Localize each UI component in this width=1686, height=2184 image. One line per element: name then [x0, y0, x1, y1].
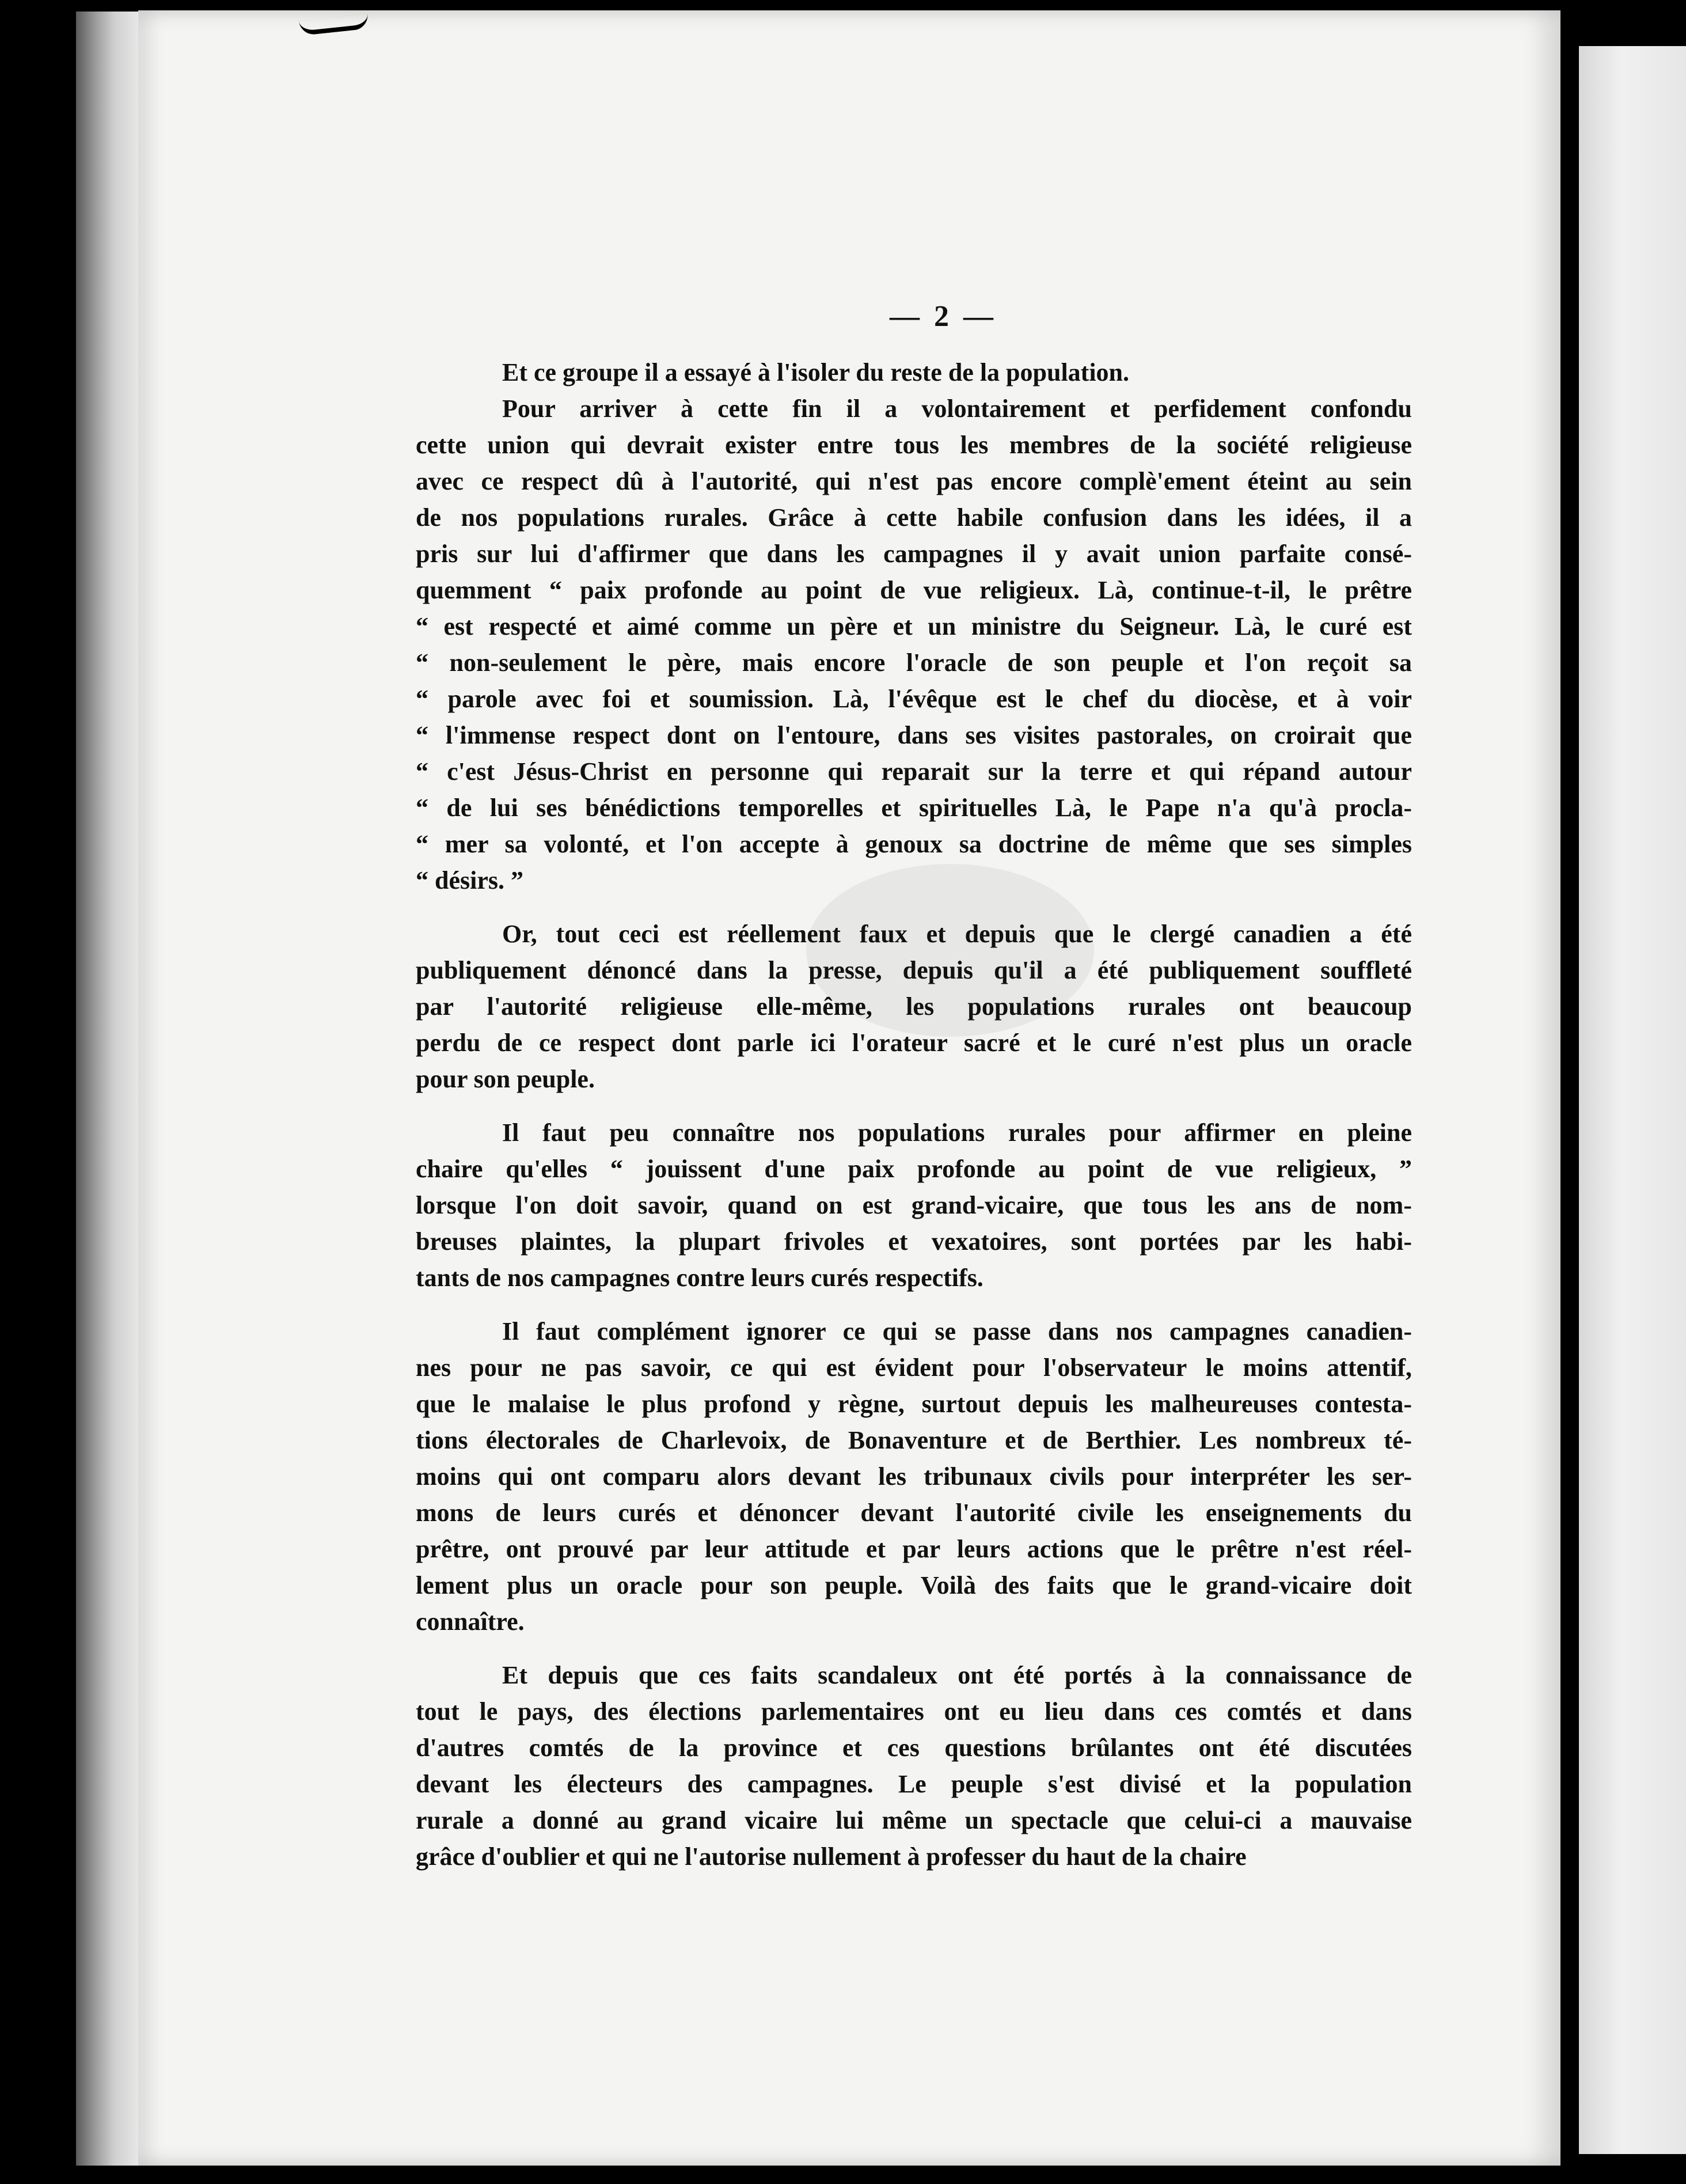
text-line: Or, tout ceci est réellement faux et depuis que le clergé canadien a été: [502, 920, 1412, 948]
text-line: publiquement dénoncé dans la presse, depuis qu'il a été publiquement souffleté: [416, 956, 1412, 984]
text-line: rurale a donné au grand vicaire lui même un spectacle que celui-ci a mauvaise: [416, 1806, 1412, 1834]
text-line: Et ce groupe il a essayé à l'isoler du reste de la population.: [502, 358, 1130, 386]
paragraph-gap: [416, 1296, 1412, 1313]
paragraph: [416, 916, 1412, 1097]
text-line: quemment “ paix profonde au point de vue religieux. Là, continue-t-il, le prêtre: [416, 576, 1412, 604]
text-line: nes pour ne pas savoir, ce qui est évident pour l'observateur le moins attentif,: [416, 1353, 1412, 1382]
text-line: connaître.: [416, 1607, 525, 1636]
text-line: “ mer sa volonté, et l'on accepte à genoux sa doctrine de même que ses simples: [416, 830, 1412, 858]
text-line: par l'autorité religieuse elle-même, les populations rurales ont beaucoup: [416, 992, 1412, 1021]
text-line: de nos populations rurales. Grâce à cette habile confusion dans les idées, il a: [416, 503, 1412, 532]
text-line: que le malaise le plus profond y règne, surtout depuis les malheureuses contesta-: [416, 1390, 1412, 1418]
text-line: mons de leurs curés et dénoncer devant l'autorité civile les enseignements du: [416, 1499, 1412, 1527]
text-line: avec ce respect dû à l'autorité, qui n'est pas encore complè'ement éteint au sein: [416, 467, 1412, 495]
paragraph: [416, 1657, 1412, 1875]
text-line: “ parole avec foi et soumission. Là, l'évêque est le chef du diocèse, et à voir: [416, 685, 1412, 713]
text-line: Il faut complément ignorer ce qui se passe dans nos campagnes canadien-: [502, 1317, 1412, 1345]
text-line: “ de lui ses bénédictions temporelles et spirituelles Là, le Pape n'a qu'à procla-: [416, 794, 1412, 822]
book-left-edge: [76, 12, 139, 2166]
paragraph: [416, 390, 1412, 898]
text-line: Il faut peu connaître nos populations rurales pour affirmer en pleine: [502, 1118, 1412, 1147]
text-line: “ c'est Jésus-Christ en personne qui reparait sur la terre et qui répand autour: [416, 757, 1412, 786]
text-line: tants de nos campagnes contre leurs curés respectifs.: [416, 1264, 983, 1292]
next-page-edge: [1579, 46, 1686, 2154]
text-line: d'autres comtés de la province et ces questions brûlantes ont été discutées: [416, 1734, 1412, 1762]
text-line: cette union qui devrait exister entre tous les membres de la société religieuse: [416, 431, 1412, 459]
text-line: Et depuis que ces faits scandaleux ont été portés à la connaissance de: [502, 1661, 1412, 1689]
text-line: tions électorales de Charlevoix, de Bonaventure et de Berthier. Les nombreux té-: [416, 1426, 1412, 1454]
text-line: chaire qu'elles “ jouissent d'une paix profonde au point de vue religieux, ”: [416, 1155, 1412, 1183]
text-line: devant les électeurs des campagnes. Le peuple s'est divisé et la population: [416, 1770, 1412, 1798]
paragraph-gap: [416, 898, 1412, 916]
text-line: “ l'immense respect dont on l'entoure, dans ses visites pastorales, on croirait que: [416, 721, 1412, 749]
text-line: “ est respecté et aimé comme un père et un ministre du Seigneur. Là, le curé est: [416, 612, 1412, 640]
paragraph: [416, 1313, 1412, 1640]
text-line: pour son peuple.: [416, 1065, 595, 1093]
text-line: grâce d'oublier et qui ne l'autorise nullement à professer du haut de la chaire: [416, 1842, 1247, 1871]
text-line: tout le pays, des élections parlementaires ont eu lieu dans ces comtés et dans: [416, 1697, 1412, 1726]
text-line: lorsque l'on doit savoir, quand on est grand-vicaire, que tous les ans de nom-: [416, 1191, 1412, 1219]
paragraph: [416, 354, 1412, 390]
text-line: “ non-seulement le père, mais encore l'oracle de son peuple et l'on reçoit sa: [416, 649, 1412, 677]
text-line: prêtre, ont prouvé par leur attitude et par leurs actions que le prêtre n'est réel-: [416, 1535, 1412, 1563]
text-line: breuses plaintes, la plupart frivoles et vexatoires, sont portées par les habi-: [416, 1227, 1412, 1256]
page-number: — 2 —: [890, 300, 997, 333]
paragraph-gap: [416, 1097, 1412, 1114]
text-line: moins qui ont comparu alors devant les tribunaux civils pour interpréter les ser-: [416, 1462, 1412, 1491]
text-line: perdu de ce respect dont parle ici l'orateur sacré et le curé n'est plus un oracle: [416, 1029, 1412, 1057]
text-line: Pour arriver à cette fin il a volontairement et perfidement confondu: [502, 395, 1412, 423]
paragraph-gap: [416, 1640, 1412, 1657]
text-line: lement plus un oracle pour son peuple. Voilà des faits que le grand-vicaire doit: [416, 1571, 1412, 1599]
body-text: [416, 354, 1412, 1875]
text-line: “ désirs. ”: [416, 866, 523, 894]
text-line: pris sur lui d'affirmer que dans les campagnes il y avait union parfaite consé-: [416, 540, 1412, 568]
paragraph: [416, 1114, 1412, 1296]
